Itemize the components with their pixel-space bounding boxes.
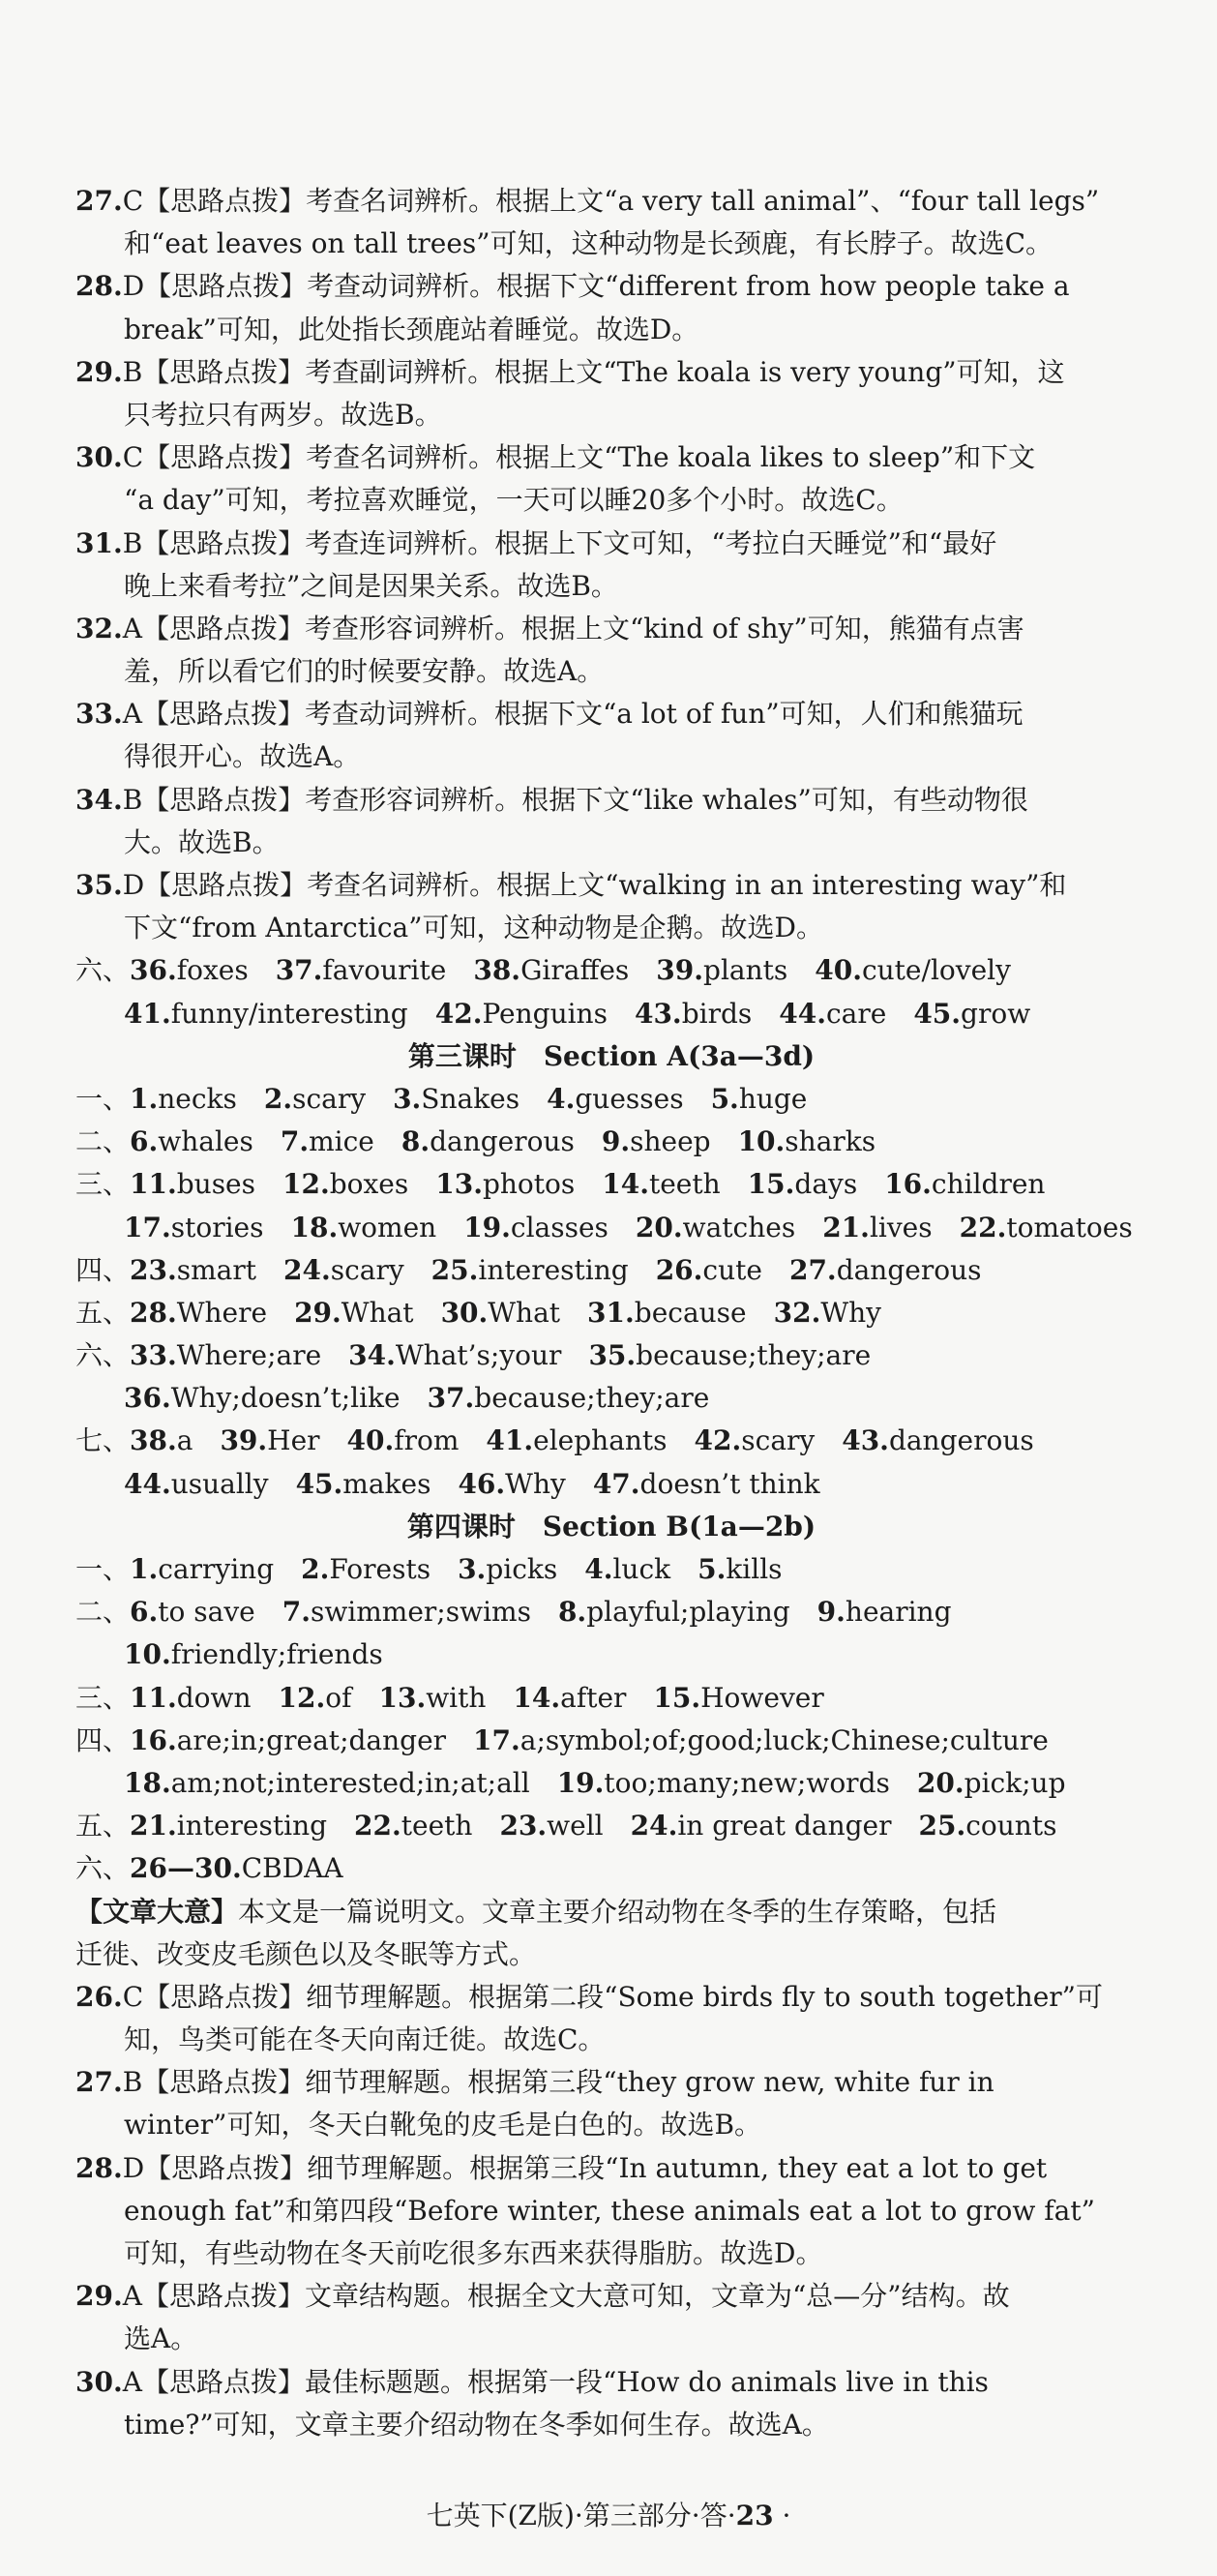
text-span: children	[931, 1168, 1046, 1201]
text-span: sheep	[630, 1125, 738, 1158]
text-span: Giraffes	[520, 954, 657, 987]
bold-label: 43.	[842, 1424, 889, 1457]
bold-label: 27.	[788, 1253, 837, 1286]
text-span: makes	[342, 1467, 459, 1500]
text-line	[75, 2232, 1147, 2275]
text-span: women	[338, 1211, 464, 1243]
text-span: guesses	[575, 1082, 711, 1115]
bold-label: 23.	[130, 1253, 177, 1286]
bold-label: 5.	[698, 1553, 727, 1585]
text-span: 一、	[75, 1553, 131, 1585]
text-line	[75, 523, 1147, 565]
text-line	[75, 351, 1147, 394]
text-span: because	[634, 1296, 774, 1329]
text-span: CBDAA	[241, 1852, 343, 1885]
bold-label: 19.	[556, 1766, 605, 1799]
text-span: carrying	[158, 1553, 302, 1585]
text-span: A【思路点拨】考查动词辨析。根据下文“a lot of fun”可知，人们和熊猫玩	[122, 698, 1024, 731]
footer-book-label: 七英下(Z版)·第三部分·答·	[426, 2500, 736, 2531]
text-span: photos	[482, 1168, 603, 1201]
bold-label: 34.	[348, 1339, 396, 1372]
text-line	[75, 394, 1147, 436]
text-span: dangerous	[836, 1253, 982, 1286]
text-line	[75, 1292, 1147, 1334]
bold-label: 36.	[130, 954, 177, 987]
text-span: kills	[726, 1553, 783, 1585]
text-line	[75, 479, 1147, 522]
text-span: 只考拉只有两岁。故选B。	[124, 398, 442, 431]
text-line	[75, 735, 1147, 778]
text-span: 四、	[75, 1723, 131, 1756]
text-span: B【思路点拨】细节理解题。根据第三段“they grow new, white fur in	[122, 2066, 994, 2099]
text-span: 下文“from Antarctica”可知，这种动物是企鹅。故选D。	[124, 912, 823, 944]
bold-label: 43.	[634, 997, 682, 1030]
text-span: 可知，有些动物在冬天前吃很多东西来获得脂肪。故选D。	[124, 2237, 823, 2269]
text-line	[75, 2104, 1147, 2146]
text-span: sharks	[785, 1125, 876, 1158]
bold-label: 21.	[130, 1810, 177, 1842]
text-span: D【思路点拨】考查名词辨析。根据上文“walking in an interesting way”和	[122, 869, 1067, 901]
text-span: 知，鸟类可能在冬天向南迁徙。故选C。	[124, 2023, 606, 2056]
text-span: Snakes	[421, 1082, 548, 1115]
bold-label: 34.	[75, 783, 123, 816]
text-span: 晚上来看考拉”之间是因果关系。故选B。	[124, 569, 618, 602]
text-span: elephants	[533, 1424, 695, 1457]
bold-label: 25.	[430, 1253, 479, 1286]
text-span: huge	[738, 1082, 808, 1115]
bold-label: 26.	[655, 1253, 703, 1286]
text-span: a;symbol;of;good;luck;Chinese;culture	[519, 1723, 1049, 1756]
bold-label: 23.	[499, 1810, 548, 1842]
text-line	[75, 2361, 1147, 2404]
text-span: necks	[158, 1082, 264, 1115]
bold-label: 6.	[130, 1125, 159, 1158]
text-span: because;they;are	[636, 1339, 872, 1372]
text-span: down	[176, 1681, 279, 1714]
bold-label: 11.	[130, 1681, 177, 1714]
bold-label: 37.	[427, 1382, 475, 1415]
text-span: Where;are	[176, 1339, 349, 1372]
text-span: B【思路点拨】考查副词辨析。根据上文“The koala is very young”可知，这	[122, 355, 1065, 388]
bold-label: 40.	[346, 1424, 395, 1457]
text-span: classes	[510, 1211, 636, 1243]
text-line	[75, 2190, 1147, 2232]
bold-label: 11.	[130, 1168, 177, 1201]
text-span: of	[325, 1681, 379, 1714]
text-line	[75, 1548, 1147, 1591]
bold-label: 28.	[75, 2151, 123, 2184]
bold-label: 36.	[124, 1382, 171, 1415]
text-line	[75, 1591, 1147, 1633]
bold-label: 32.	[773, 1296, 821, 1329]
text-span: Her	[267, 1424, 347, 1457]
bold-label: 6.	[130, 1596, 159, 1629]
text-span: dangerous	[888, 1424, 1034, 1457]
text-line	[75, 1633, 1147, 1676]
text-span: 得很开心。故选A。	[124, 740, 361, 773]
text-span: foxes	[176, 954, 276, 987]
bold-label: 24.	[630, 1810, 678, 1842]
text-line	[75, 265, 1147, 308]
bold-label: 45.	[295, 1467, 343, 1500]
bold-label: 28.	[130, 1296, 177, 1329]
bold-label: 4.	[584, 1553, 613, 1585]
text-span: Why;doesn’t;like	[170, 1382, 428, 1415]
bold-label: 29.	[294, 1296, 341, 1329]
text-span: 四、	[75, 1253, 131, 1286]
text-span: 三、	[75, 1681, 131, 1714]
text-line	[75, 949, 1147, 992]
text-span: with	[426, 1681, 514, 1714]
text-span: 六、	[75, 1852, 131, 1885]
text-line	[75, 608, 1147, 650]
bold-label: 39.	[656, 954, 704, 987]
text-line	[75, 180, 1147, 223]
bold-label: 40.	[815, 954, 862, 987]
text-span: scary	[292, 1082, 394, 1115]
bold-label: 1.	[130, 1553, 159, 1585]
text-span: Why	[820, 1296, 881, 1329]
text-line	[75, 223, 1147, 265]
text-line	[75, 1207, 1147, 1249]
bold-label: 15.	[747, 1168, 795, 1201]
text-span: A【思路点拨】最佳标题题。根据第一段“How do animals live in this	[122, 2365, 989, 2398]
text-span: in great danger	[677, 1810, 919, 1842]
text-span: 羞，所以看它们的时候要安静。故选A。	[124, 655, 605, 688]
text-span: a	[176, 1424, 221, 1457]
text-line	[75, 565, 1147, 608]
text-line	[75, 2404, 1147, 2446]
text-span: swimmer;swims	[310, 1596, 558, 1629]
text-span: break”可知，此处指长颈鹿站着睡觉。故选D。	[124, 313, 699, 345]
page-footer	[0, 2495, 1217, 2533]
bold-label: 33.	[130, 1339, 177, 1372]
text-span: A【思路点拨】考查形容词辨析。根据上文“kind of shy”可知，熊猫有点害	[122, 612, 1024, 644]
text-span: D【思路点拨】细节理解题。根据第三段“In autumn, they eat a lot to get	[122, 2151, 1048, 2184]
bold-label: 30.	[75, 2365, 123, 2398]
text-span: cute/lovely	[861, 954, 1011, 987]
bold-label: 9.	[601, 1125, 631, 1158]
bold-label: 10.	[124, 1638, 171, 1671]
text-span: 六、	[75, 1339, 131, 1372]
text-span: teeth	[401, 1810, 500, 1842]
text-line	[75, 1420, 1147, 1462]
text-span: However	[700, 1681, 824, 1714]
bold-label: 14.	[602, 1168, 649, 1201]
text-line	[75, 1121, 1147, 1163]
bold-label: 38.	[473, 954, 521, 987]
text-span: What	[488, 1296, 588, 1329]
bold-label: 42.	[694, 1424, 742, 1457]
text-line	[75, 436, 1147, 479]
bold-label: 29.	[75, 2280, 123, 2313]
text-span: because;they;are	[474, 1382, 710, 1415]
text-span: interesting	[176, 1810, 355, 1842]
bold-label: 8.	[557, 1596, 587, 1629]
text-span: winter”可知，冬天白靴兔的皮毛是白色的。故选B。	[124, 2109, 762, 2142]
bold-label: 30.	[440, 1296, 489, 1329]
bold-label: 9.	[816, 1596, 846, 1629]
text-span: well	[547, 1810, 631, 1842]
text-span: interesting	[478, 1253, 656, 1286]
text-line	[75, 2061, 1147, 2104]
text-line	[75, 2019, 1147, 2061]
bold-label: 38.	[130, 1424, 177, 1457]
text-span: 五、	[75, 1296, 131, 1329]
text-span: What	[341, 1296, 441, 1329]
text-line	[75, 650, 1147, 693]
text-line	[75, 779, 1147, 822]
text-line	[75, 1078, 1147, 1121]
bold-label: 44.	[779, 997, 826, 1030]
text-line	[75, 1933, 1147, 1976]
text-span: too;many;new;words	[604, 1766, 917, 1799]
bold-label: 16.	[884, 1168, 932, 1201]
text-span: lives	[869, 1211, 960, 1243]
text-line	[75, 1249, 1147, 1292]
text-span: tomatoes	[1006, 1211, 1133, 1243]
bold-label: 46.	[458, 1467, 506, 1500]
text-span: 一、	[75, 1082, 131, 1115]
text-line	[75, 1891, 1147, 1933]
bold-label: 22.	[959, 1211, 1007, 1243]
bold-label: 12.	[282, 1168, 330, 1201]
text-span: playful;playing	[586, 1596, 817, 1629]
text-span: 七、	[75, 1424, 131, 1457]
section-heading	[75, 1035, 1147, 1078]
bold-label: 20.	[916, 1766, 965, 1799]
text-line	[75, 822, 1147, 864]
footer-suffix: ·	[773, 2500, 791, 2531]
text-span: watches	[682, 1211, 823, 1243]
text-span: 三、	[75, 1168, 131, 1201]
text-span: time?”可知，文章主要介绍动物在冬季如何生存。故选A。	[124, 2408, 829, 2441]
bold-label: 3.	[458, 1553, 487, 1585]
text-line	[75, 1463, 1147, 1506]
text-span: 第四课时 Section B(1a—2b)	[406, 1510, 816, 1543]
text-span: stories	[170, 1211, 291, 1243]
bold-label: 26—30.	[130, 1852, 242, 1885]
bold-label: 2.	[301, 1553, 330, 1585]
text-span: dangerous	[430, 1125, 602, 1158]
bold-label: 7.	[280, 1125, 310, 1158]
bold-label: 15.	[653, 1681, 701, 1714]
text-line	[75, 2318, 1147, 2360]
text-span: smart	[176, 1253, 283, 1286]
text-span: 六、	[75, 954, 131, 987]
bold-label: 10.	[737, 1125, 786, 1158]
text-span: grow	[961, 997, 1031, 1030]
text-span: scary	[330, 1253, 431, 1286]
bold-label: 13.	[435, 1168, 483, 1201]
bold-label: 21.	[822, 1211, 870, 1243]
text-span: boxes	[329, 1168, 436, 1201]
text-span: pick;up	[964, 1766, 1066, 1799]
text-line	[75, 1377, 1147, 1420]
text-span: picks	[486, 1553, 585, 1585]
text-span: 迁徙、改变皮毛颜色以及冬眠等方式。	[75, 1937, 537, 1970]
bold-label: 20.	[635, 1211, 683, 1243]
bold-label: 35.	[75, 869, 123, 901]
text-line	[75, 993, 1147, 1035]
bold-label: 2.	[263, 1082, 293, 1115]
bold-label: 16.	[130, 1723, 177, 1756]
text-span: scary	[741, 1424, 843, 1457]
bold-label: 47.	[592, 1467, 640, 1500]
text-span: C【思路点拨】考查名词辨析。根据上文“The koala likes to sleep”和下文	[122, 441, 1036, 474]
bold-label: 8.	[401, 1125, 430, 1158]
bold-label: 5.	[710, 1082, 739, 1115]
bold-label: 42.	[434, 997, 483, 1030]
bold-label: 37.	[275, 954, 323, 987]
bold-label: 3.	[393, 1082, 422, 1115]
text-line	[75, 1762, 1147, 1805]
text-span: hearing	[845, 1596, 952, 1629]
text-span: 第三课时 Section A(3a—3d)	[407, 1039, 816, 1072]
section-heading	[75, 1506, 1147, 1548]
text-line	[75, 907, 1147, 949]
bold-label: 25.	[918, 1810, 966, 1842]
text-line	[75, 2147, 1147, 2190]
text-span: plants	[703, 954, 816, 987]
text-span: after	[560, 1681, 654, 1714]
bold-label: 32.	[75, 612, 123, 644]
bold-label: 27.	[75, 185, 123, 217]
text-span: funny/interesting	[170, 997, 435, 1030]
text-span: 二、	[75, 1596, 131, 1629]
bold-label: 24.	[283, 1253, 331, 1286]
text-span: days	[794, 1168, 885, 1201]
bold-label: 12.	[278, 1681, 326, 1714]
text-span: buses	[176, 1168, 283, 1201]
text-span: cute	[702, 1253, 789, 1286]
text-span: Why	[505, 1467, 593, 1500]
bold-label: 31.	[75, 526, 123, 559]
text-span: “a day”可知，考拉喜欢睡觉，一天可以睡20多个小时。故选C。	[124, 484, 904, 517]
page-number: 23	[735, 2500, 774, 2531]
text-span: 二、	[75, 1125, 131, 1158]
bold-label: 39.	[220, 1424, 268, 1457]
text-line	[75, 1805, 1147, 1847]
bold-label: 33.	[75, 698, 123, 731]
text-line	[75, 1976, 1147, 2019]
text-span: 本文是一篇说明文。文章主要介绍动物在冬季的生存策略，包括	[238, 1895, 997, 1928]
text-line	[75, 864, 1147, 907]
bold-label: 13.	[378, 1681, 427, 1714]
text-span: care	[825, 997, 914, 1030]
text-span: 和“eat leaves on tall trees”可知，这种动物是长颈鹿，有长脖子。故选C。	[124, 227, 1054, 260]
bold-label: 1.	[130, 1082, 159, 1115]
text-span: mice	[309, 1125, 401, 1158]
text-line	[75, 1334, 1147, 1377]
text-span: am;not;interested;in;at;all	[170, 1766, 557, 1799]
text-span: usually	[170, 1467, 296, 1500]
text-span: B【思路点拨】考查形容词辨析。根据下文“like whales”可知，有些动物很	[122, 783, 1028, 816]
text-span: whales	[158, 1125, 281, 1158]
text-line	[75, 1677, 1147, 1720]
text-span: Penguins	[482, 997, 635, 1030]
text-span: teeth	[648, 1168, 748, 1201]
text-span: counts	[965, 1810, 1057, 1842]
bold-label: 17.	[473, 1723, 520, 1756]
text-line	[75, 2275, 1147, 2318]
bold-label: 41.	[486, 1424, 534, 1457]
text-span: enough fat”和第四段“Before winter, these animals eat a lot to grow fat”	[124, 2194, 1095, 2227]
text-span: from	[394, 1424, 487, 1457]
text-span: 大。故选B。	[124, 825, 280, 858]
text-span: are;in;great;danger	[176, 1723, 474, 1756]
text-span: to save	[158, 1596, 282, 1629]
bold-label: 45.	[913, 997, 962, 1030]
bold-label: 41.	[124, 997, 171, 1030]
text-span: C【思路点拨】考查名词辨析。根据上文“a very tall animal”、“four tall legs”	[122, 185, 1100, 217]
text-span: 选A。	[124, 2322, 198, 2355]
bold-label: 14.	[513, 1681, 561, 1714]
bold-label: 30.	[75, 441, 123, 474]
bold-label: 44.	[124, 1467, 171, 1500]
bold-label: 7.	[282, 1596, 311, 1629]
bold-label: 29.	[75, 355, 123, 388]
text-span: doesn’t think	[639, 1467, 820, 1500]
text-span: Where	[176, 1296, 295, 1329]
text-span: B【思路点拨】考查连词辨析。根据上下文可知，“考拉白天睡觉”和“最好	[122, 526, 997, 559]
bold-label: 17.	[124, 1211, 171, 1243]
bold-label: 26.	[75, 1980, 123, 2013]
text-span: luck	[612, 1553, 698, 1585]
text-span: C【思路点拨】细节理解题。根据第二段“Some birds fly to south together”可	[122, 1980, 1103, 2013]
bold-label: 19.	[463, 1211, 511, 1243]
text-span: A【思路点拨】文章结构题。根据全文大意可知，文章为“总—分”结构。故	[122, 2280, 1010, 2313]
text-span: birds	[681, 997, 780, 1030]
bold-label: 28.	[75, 270, 123, 303]
text-span: Forests	[329, 1553, 459, 1585]
bold-label: 31.	[587, 1296, 635, 1329]
bold-label: 【文章大意】	[75, 1895, 239, 1928]
text-span: 五、	[75, 1810, 131, 1842]
text-line	[75, 309, 1147, 351]
answer-content	[75, 180, 1147, 2446]
text-line	[75, 1163, 1147, 1206]
bold-label: 18.	[124, 1766, 171, 1799]
bold-label: 18.	[290, 1211, 339, 1243]
text-line	[75, 693, 1147, 735]
bold-label: 27.	[75, 2066, 123, 2099]
text-span: D【思路点拨】考查动词辨析。根据下文“different from how people take a	[122, 270, 1070, 303]
text-line	[75, 1720, 1147, 1762]
bold-label: 22.	[354, 1810, 401, 1842]
bold-label: 35.	[588, 1339, 637, 1372]
bold-label: 4.	[547, 1082, 576, 1115]
text-span: What’s;your	[395, 1339, 589, 1372]
text-line	[75, 1847, 1147, 1890]
text-span: favourite	[322, 954, 474, 987]
text-span: friendly;friends	[170, 1638, 383, 1671]
